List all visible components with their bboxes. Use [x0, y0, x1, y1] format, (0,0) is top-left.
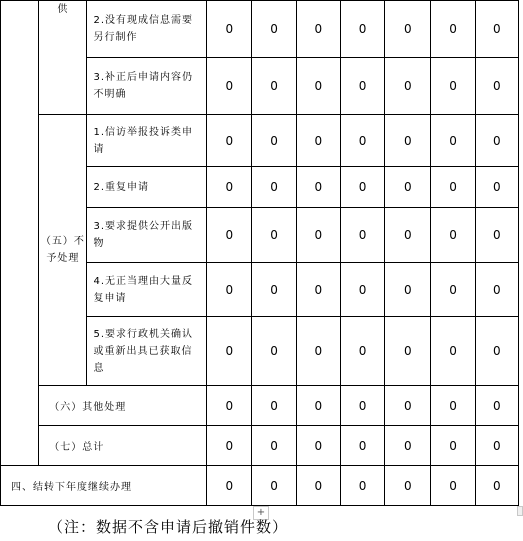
value-cell: 0	[296, 58, 340, 115]
group-continued-cell	[39, 1, 87, 115]
outer-category-cell	[1, 1, 39, 466]
value-cell: 0	[207, 167, 252, 208]
row-label: 2.重复申请	[87, 167, 207, 208]
value-cell: 0	[296, 386, 340, 426]
row-label: （七）总计	[39, 426, 207, 466]
value-cell: 0	[296, 426, 340, 466]
value-cell: 0	[252, 466, 296, 506]
resize-handle[interactable]	[517, 506, 523, 516]
value-cell: 0	[431, 466, 475, 506]
row-label: 5.要求行政机关确认或重新出具已获取信息	[87, 317, 207, 386]
value-cell: 0	[207, 263, 252, 317]
value-cell: 0	[385, 426, 431, 466]
value-cell: 0	[207, 115, 252, 167]
value-cell: 0	[207, 208, 252, 263]
value-cell: 0	[475, 115, 518, 167]
add-row-icon[interactable]: +	[253, 506, 269, 520]
value-cell: 0	[340, 466, 384, 506]
table-row	[1, 426, 519, 466]
value-cell: 0	[431, 263, 475, 317]
value-cell: 0	[252, 426, 296, 466]
value-cell: 0	[207, 466, 252, 506]
value-cell: 0	[252, 115, 296, 167]
value-cell: 0	[252, 1, 296, 58]
value-cell: 0	[340, 58, 384, 115]
table-row	[1, 1, 519, 58]
value-cell: 0	[252, 58, 296, 115]
row-label: 四、结转下年度继续办理	[1, 466, 207, 506]
value-cell: 0	[252, 263, 296, 317]
value-cell: 0	[431, 426, 475, 466]
table-row	[1, 466, 519, 506]
value-cell: 0	[207, 426, 252, 466]
value-cell: 0	[475, 1, 518, 58]
value-cell: 0	[431, 386, 475, 426]
value-cell: 0	[431, 58, 475, 115]
value-cell: 0	[340, 1, 384, 58]
row-label: 3.要求提供公开出版物	[87, 208, 207, 263]
table-note: （注：数据不含申请后撤销件数）	[48, 518, 289, 536]
value-cell: 0	[340, 263, 384, 317]
value-cell: 0	[431, 115, 475, 167]
value-cell: 0	[431, 317, 475, 386]
value-cell: 0	[475, 426, 518, 466]
value-cell: 0	[340, 386, 384, 426]
value-cell: 0	[385, 58, 431, 115]
value-cell: 0	[340, 317, 384, 386]
row-label: 4.无正当理由大量反复申请	[87, 263, 207, 317]
value-cell: 0	[296, 115, 340, 167]
value-cell: 0	[475, 386, 518, 426]
value-cell: 0	[385, 167, 431, 208]
group5-label: （五）不予处理	[40, 236, 85, 264]
value-cell: 0	[475, 263, 518, 317]
value-cell: 0	[431, 1, 475, 58]
row-label: 1.信访举报投诉类申请	[87, 115, 207, 167]
value-cell: 0	[296, 263, 340, 317]
value-cell: 0	[385, 466, 431, 506]
value-cell: 0	[252, 208, 296, 263]
value-cell: 0	[385, 386, 431, 426]
row-label: 3.补正后申请内容仍不明确	[87, 58, 207, 115]
value-cell: 0	[475, 208, 518, 263]
value-cell: 0	[385, 317, 431, 386]
value-cell: 0	[385, 263, 431, 317]
value-cell: 0	[340, 167, 384, 208]
table-row	[1, 115, 519, 167]
group-continued-label: 供	[57, 4, 69, 15]
value-cell: 0	[296, 466, 340, 506]
value-cell: 0	[385, 1, 431, 58]
value-cell: 0	[340, 208, 384, 263]
value-cell: 0	[296, 167, 340, 208]
group5-cell	[39, 115, 87, 386]
value-cell: 0	[340, 115, 384, 167]
value-cell: 0	[252, 386, 296, 426]
value-cell: 0	[340, 426, 384, 466]
value-cell: 0	[207, 386, 252, 426]
table-row	[1, 386, 519, 426]
value-cell: 0	[252, 167, 296, 208]
value-cell: 0	[475, 167, 518, 208]
value-cell: 0	[475, 317, 518, 386]
value-cell: 0	[385, 115, 431, 167]
value-cell: 0	[296, 1, 340, 58]
value-cell: 0	[431, 208, 475, 263]
value-cell: 0	[475, 58, 518, 115]
value-cell: 0	[252, 317, 296, 386]
row-label: 2.没有现成信息需要另行制作	[87, 1, 207, 58]
row-label: （六）其他处理	[39, 386, 207, 426]
value-cell: 0	[385, 208, 431, 263]
value-cell: 0	[475, 466, 518, 506]
value-cell: 0	[207, 1, 252, 58]
value-cell: 0	[431, 167, 475, 208]
value-cell: 0	[207, 317, 252, 386]
value-cell: 0	[296, 208, 340, 263]
value-cell: 0	[296, 317, 340, 386]
value-cell: 0	[207, 58, 252, 115]
